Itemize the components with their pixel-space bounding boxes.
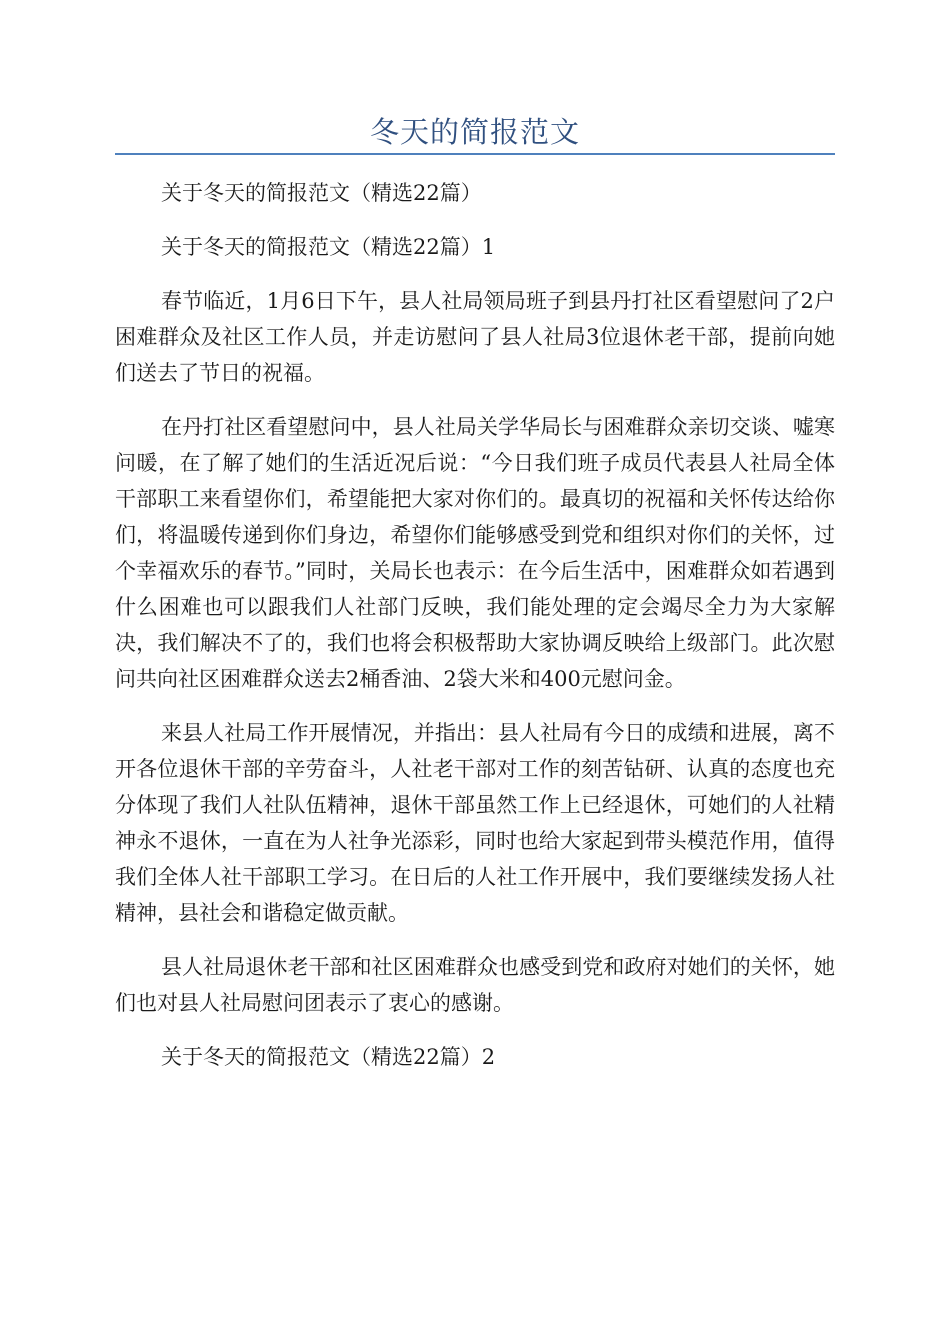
document-title: 冬天的简报范文 — [369, 115, 580, 149]
paragraph: 县人社局退休老干部和社区困难群众也感受到党和政府对她们的关怀，她们也对县人社局慰问团表示了衷心的感谢。 — [115, 955, 835, 1015]
paragraph: 来县人社局工作开展情况，并指出：县人社局有今日的成绩和进展，离不开各位退休干部的辛劳奋斗，人社老干部对工作的刻苦钻研、认真的态度也充分体现了我们人社队伍精神，退休干部虽然工作上已经退休，可她们的人社精神永不退休，一直在为人社争光添彩，同时也给大家起到带头模范作用，值得我们全体人社干部职工学习。在日后的人社工作开展中，我们要继续发扬人社精神，县社会和谐稳定做贡献。 — [115, 721, 835, 925]
paragraph-heading: 关于冬天的简报范文（精选22篇） — [161, 181, 482, 205]
paragraph: 在丹打社区看望慰问中，县人社局关学华局长与困难群众亲切交谈、嘘寒问暖，在了解了她们的生活近况后说：“今日我们班子成员代表县人社局全体干部职工来看望你们，希望能把大家对你们的。最真切的祝福和关怀传达给你们，将温暖传递到你们身边，希望你们能够感受到党和组织对你们的关怀，过个幸福欢乐的春节。”同时，关局长也表示：在今后生活中，困难群众如若遇到什么困难也可以跟我们人社部门反映，我们能处理的定会竭尽全力为大家解决，我们解决不了的，我们也将会积极帮助大家协调反映给上级部门。此次慰问共向社区困难群众送去2桶香油、2袋大米和400元慰问金。 — [115, 415, 835, 691]
paragraph-section-1: 关于冬天的简报范文（精选22篇）1 — [161, 235, 496, 259]
title-underline — [115, 153, 835, 155]
document-body — [115, 175, 835, 1093]
paragraph-section-2: 关于冬天的简报范文（精选22篇）2 — [161, 1045, 496, 1069]
paragraph: 春节临近，1月6日下午，县人社局领局班子到县丹打社区看望慰问了2户困难群众及社区工作人员，并走访慰问了县人社局3位退休老干部，提前向她们送去了节日的祝福。 — [115, 289, 835, 385]
